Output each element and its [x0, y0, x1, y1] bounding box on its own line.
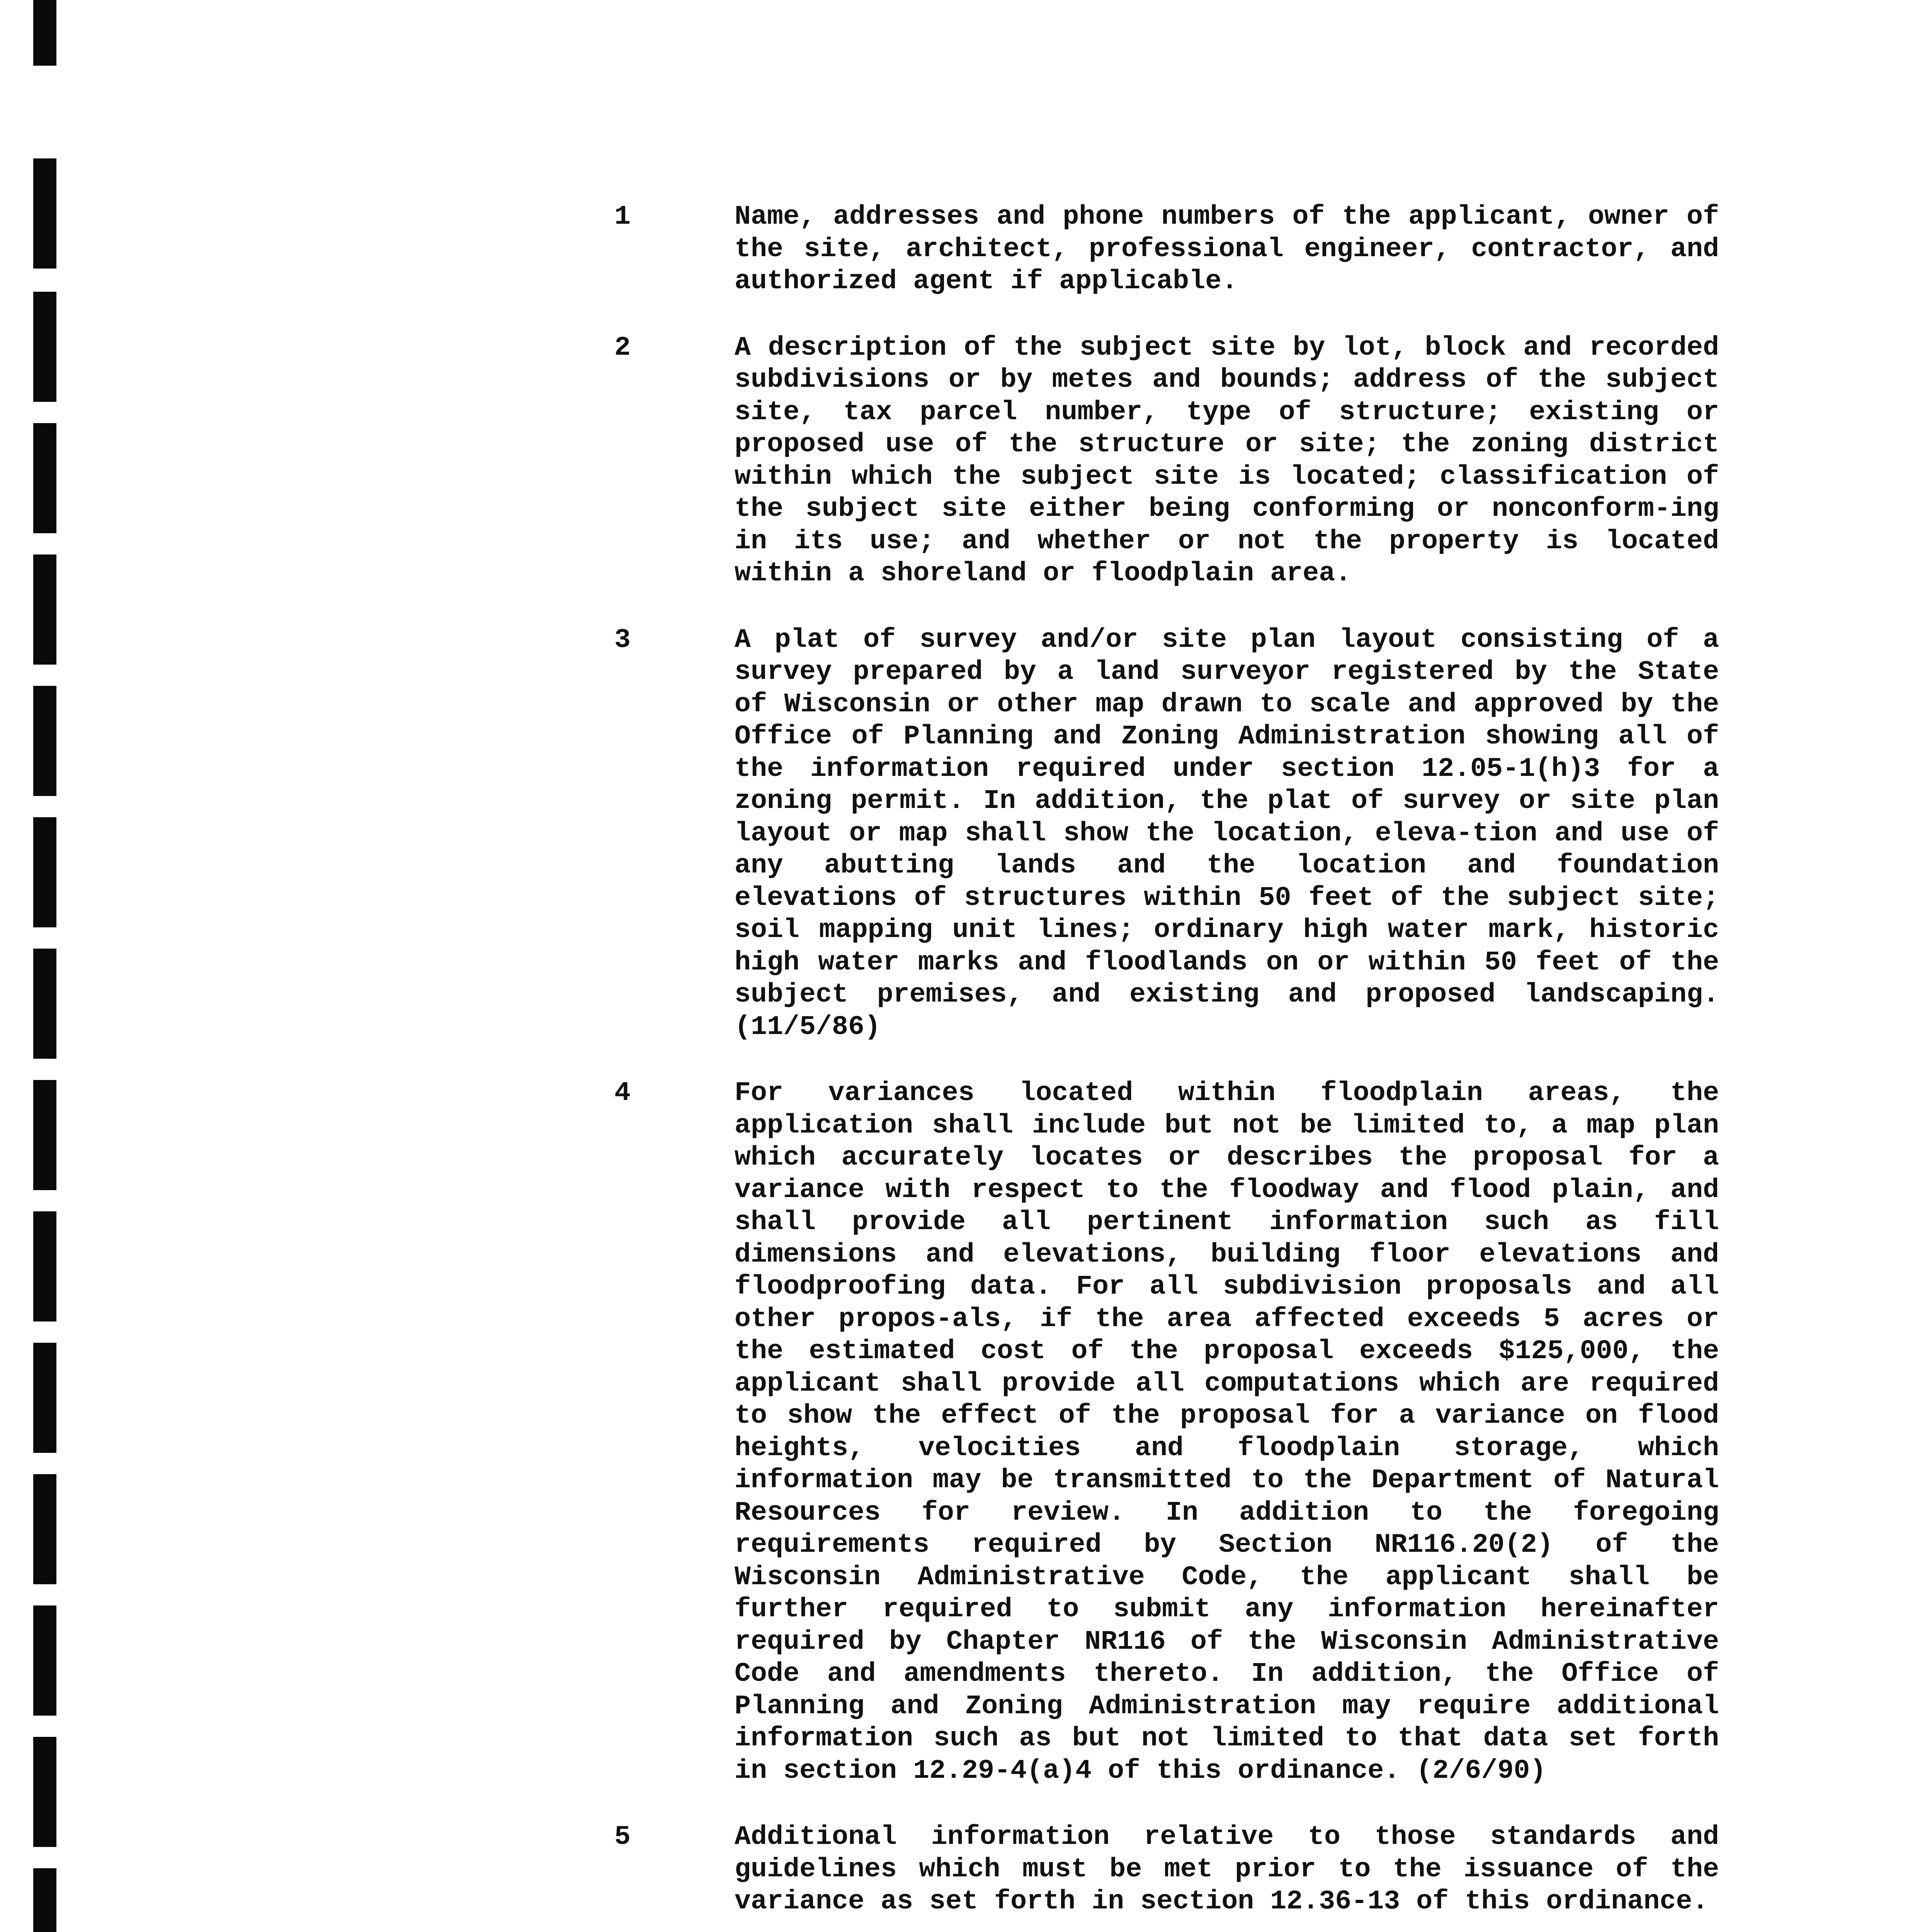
binding-hole-mark: [33, 0, 56, 66]
item-text: A plat of survey and/or site plan layout consisting of a survey prepared by a land surveyor registered by the State of Wisconsin or other map drawn to scale and approved by the Office of Planning and Zoning Administration showing all of the information required under section 12.05-1(h)3 for a zoning permit. In addition, the plat of survey or site plan layout or map shall show the location, eleva-tion and use of any abutting lands and the location and foundation elevations of structures within 50 feet of the subject site; soil mapping unit lines; ordinary high water mark, historic high water marks and floodlands on or within 50 feet of the subject premises, and existing and proposed landscaping. (11/5/86): [735, 624, 1719, 1043]
binding-hole-mark: [33, 1343, 56, 1453]
binding-hole-mark: [33, 1080, 56, 1190]
binding-hole-mark: [33, 292, 56, 402]
binding-hole-mark: [33, 686, 56, 796]
binding-hole-mark: [33, 1737, 56, 1847]
list-item: [614, 332, 1719, 590]
binding-hole-mark: [33, 423, 56, 533]
binding-hole-mark: [33, 949, 56, 1059]
item-number: 5: [614, 1822, 631, 1852]
binding-hole-mark: [33, 1605, 56, 1716]
binding-hole-mark: [33, 817, 56, 927]
list-item: [614, 201, 1719, 298]
item-number: 4: [614, 1078, 631, 1109]
item-text: A description of the subject site by lot, block and recorded subdivisions or by metes and bounds; address of the subject site, tax parcel number, type of structure; existing or proposed use of the structure or site; the zoning district within which the subject site is located; classification of the subject site either being conforming or nonconform-ing in its use; and whether or not the property is located within a shoreland or floodplain area.: [735, 332, 1719, 589]
binding-hole-mark: [33, 1868, 56, 1932]
item-text: Name, addresses and phone numbers of the applicant, owner of the site, architect, professional engineer, contractor, and authorized agent if applicable.: [735, 202, 1719, 297]
binding-hole-mark: [33, 158, 56, 269]
binding-hole-mark: [33, 1211, 56, 1321]
numbered-requirements-list: [614, 201, 1719, 1932]
binding-marks: [0, 0, 77, 1932]
list-item: [614, 1077, 1719, 1787]
item-number: 1: [614, 202, 631, 232]
list-item: [614, 1821, 1719, 1918]
list-item: [614, 624, 1719, 1044]
item-text: Additional information relative to those standards and guidelines which must be met prior to the issuance of the variance as set forth in section 12.36-13 of this ordinance.: [735, 1822, 1719, 1917]
item-number: 3: [614, 624, 631, 655]
binding-hole-mark: [33, 1474, 56, 1584]
item-number: 2: [614, 332, 631, 363]
binding-hole-mark: [33, 554, 56, 665]
item-text: For variances located within floodplain areas, the application shall include but not be limited to, a map plan which accurately locates or describes the proposal for a variance with respect to the floodway and flood plain, and shall provide all pertinent information such as fill dimensions and elevations, building floor elevations and floodproofing data. For all subdivision proposals and all other propos-als, if the area affected exceeds 5 acres or the estimated cost of the proposal exceeds $125,000, the applicant shall provide all computations which are required to show the effect of the proposal for a variance on flood heights, velocities and floodplain storage, which information may be transmitted to the Department of Natural Resources for review. In addition to the foregoing requirements required by Section NR116.20(2) of the Wisconsin Administrative Code, the applicant shall be further required to submit any information hereinafter required by Chapter NR116 of the Wisconsin Administrative Code and amendments thereto. In addition, the Office of Planning and Zoning Administration may require additional information such as but not limited to that data set forth in section 12.29-4(a)4 of this ordinance. (2/6/90): [735, 1078, 1719, 1786]
